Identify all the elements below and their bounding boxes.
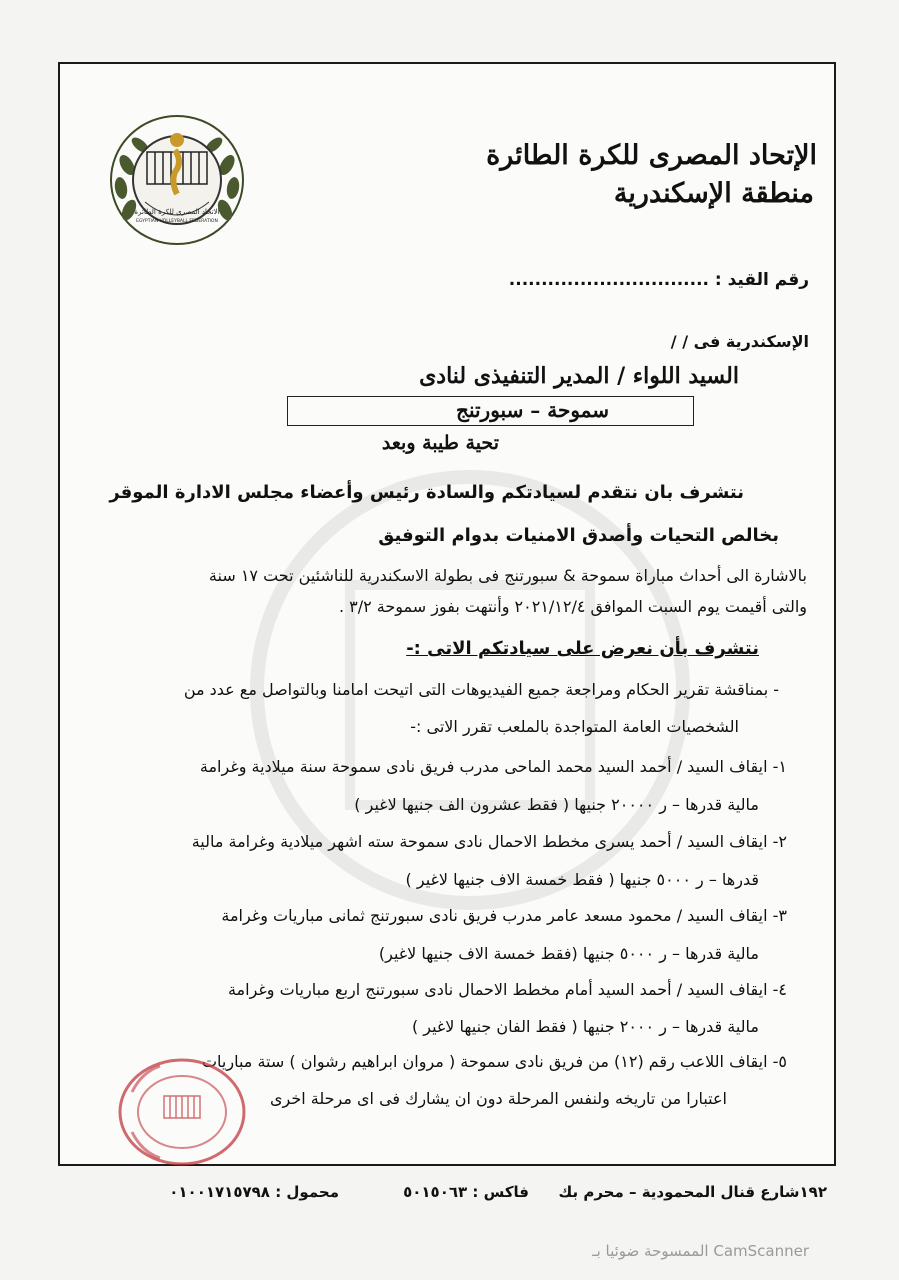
footer-fax: فاكس : ٥٠١٥٠٦٣: [403, 1183, 529, 1201]
logo-caption: الاتحاد المصرى للكرة الطائرة: [134, 208, 220, 216]
subheading: نتشرف بأن نعرض على سيادتكم الاتى :-: [406, 638, 759, 659]
intro-line-2: بخالص التحيات وأصدق الامنيات بدوام التوفيق: [378, 525, 779, 546]
reference-line-1: بالاشارة الى أحداث مباراة سموحة & سبورتنج فى بطولة الاسكندرية للناشئين تحت ١٧ سنة: [208, 566, 807, 585]
bullet-line-2: الشخصيات العامة المتواجدة بالملعب تقرر الاتى :-: [410, 717, 739, 736]
decision-4-line-2: مالية قدرها – ر ٢٠٠٠ جنيها ( فقط الفان جنيها لاغير ): [411, 1017, 759, 1036]
decision-1-line-1: ١- ايقاف السيد / أحمد السيد محمد الماحى مدرب فريق نادى سموحة سنة ميلادية وغرامة: [199, 757, 787, 776]
decision-2-line-2: قدرها – ر ٥٠٠٠ جنيها ( فقط خمسة الاف جنيها لاغير ): [405, 870, 759, 889]
region-name: منطقة الإسكندرية: [613, 178, 814, 209]
decision-4-line-1: ٤- ايقاف السيد / أحمد السيد أمام مخطط الاحمال نادى سبورتنج اربع مباريات وغرامة: [227, 980, 787, 999]
addressee: السيد اللواء / المدير التنفيذى لنادى: [419, 363, 739, 389]
federation-logo: [105, 110, 250, 250]
intro-line-1: نتشرف بان نتقدم لسيادتكم والسادة رئيس وأعضاء مجلس الادارة الموقر: [109, 482, 744, 503]
footer-address: ١٩٢شارع قنال المحمودية – محرم بك: [558, 1183, 827, 1201]
decision-5-line-2: اعتبارا من تاريخه ولنفس المرحلة دون ان يشارك فى اى مرحلة اخرى: [269, 1089, 727, 1108]
decision-1-line-2: مالية قدرها – ر ٢٠٠٠٠ جنيها ( فقط عشرون الف جنيها لاغير ): [354, 795, 759, 814]
camscanner-watermark: الممسوحة ضوئيا بـ CamScanner: [592, 1242, 809, 1260]
date-line: الإسكندرية فى / /: [670, 332, 809, 351]
decision-5-line-1: ٥- ايقاف اللاعب رقم (١٢) من فريق نادى سموحة ( مروان ابراهيم رشوان ) ستة مباريات: [201, 1052, 787, 1071]
footer-mobile: محمول : ٠١٠٠١٧١٥٧٩٨: [169, 1183, 339, 1201]
registration-number: رقم القيد : ...............................: [508, 270, 809, 290]
decision-2-line-1: ٢- ايقاف السيد / أحمد يسرى مخطط الاحمال نادى سموحة سته اشهر ميلادية وغرامة مالية: [191, 832, 787, 851]
decision-3-line-1: ٣- ايقاف السيد / محمود مسعد عامر مدرب فريق نادى سبورتنج ثمانى مباريات وغرامة: [221, 906, 787, 925]
club-name: سموحة – سبورتنج: [456, 398, 609, 422]
official-stamp: [112, 1052, 252, 1172]
bullet-line-1: - بمناقشة تقرير الحكام ومراجعة جميع الفيديوهات التى اتيحت امامنا وبالتواصل مع عدد من: [183, 680, 779, 699]
logo-caption-en: EGYPTIAN VOLLEYBALL FEDERATION: [136, 219, 218, 224]
org-name: الإتحاد المصرى للكرة الطائرة: [486, 140, 817, 171]
greeting: تحية طيبة وبعد: [381, 432, 499, 454]
reference-line-2: والتى أقيمت يوم السبت الموافق ٢٠٢١/١٢/٤ وأنتهت بفوز سموحة ٣/٢ .: [338, 597, 807, 616]
decision-3-line-2: مالية قدرها – ر ٥٠٠٠ جنيها (فقط خمسة الاف جنيها لاغير): [378, 944, 759, 963]
